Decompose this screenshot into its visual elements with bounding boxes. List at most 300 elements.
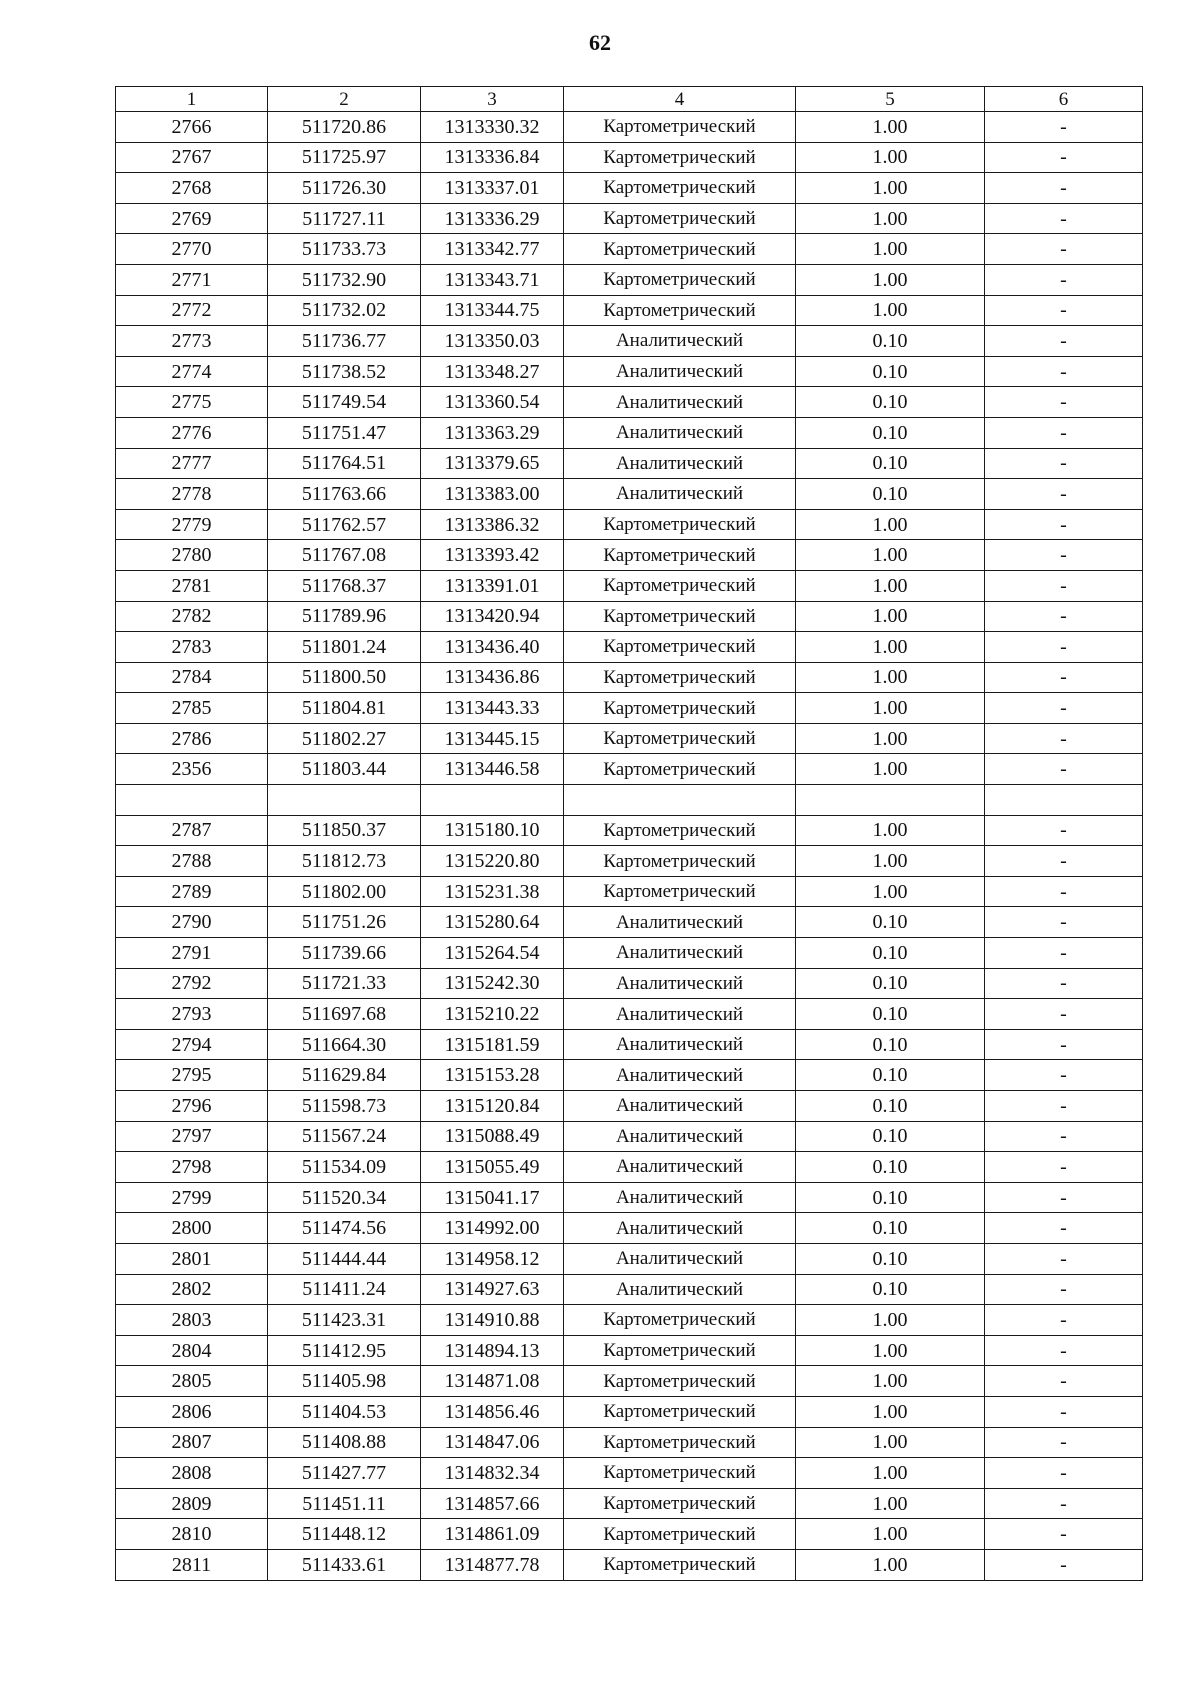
method-cell: Аналитический bbox=[564, 1274, 796, 1305]
accuracy-cell: 1.00 bbox=[796, 632, 985, 663]
accuracy-cell: 0.10 bbox=[796, 387, 985, 418]
table-row bbox=[116, 601, 1143, 632]
method-cell: Аналитический bbox=[564, 479, 796, 510]
accuracy-cell: 1.00 bbox=[796, 540, 985, 571]
table-row bbox=[116, 693, 1143, 724]
x-coordinate-cell: 511474.56 bbox=[268, 1213, 421, 1244]
y-coordinate-cell: 1313336.29 bbox=[421, 203, 564, 234]
x-coordinate-cell: 511408.88 bbox=[268, 1427, 421, 1458]
note-cell: - bbox=[985, 356, 1143, 387]
y-coordinate-cell: 1314894.13 bbox=[421, 1335, 564, 1366]
accuracy-cell: 1.00 bbox=[796, 1427, 985, 1458]
y-coordinate-cell: 1313446.58 bbox=[421, 754, 564, 785]
x-coordinate-cell: 511763.66 bbox=[268, 479, 421, 510]
method-cell: Картометрический bbox=[564, 754, 796, 785]
y-coordinate-cell: 1314861.09 bbox=[421, 1519, 564, 1550]
y-coordinate-cell: 1314910.88 bbox=[421, 1305, 564, 1336]
accuracy-cell: 0.10 bbox=[796, 968, 985, 999]
table-row bbox=[116, 876, 1143, 907]
y-coordinate-cell: 1313330.32 bbox=[421, 112, 564, 143]
method-cell: Картометрический bbox=[564, 601, 796, 632]
accuracy-cell: 0.10 bbox=[796, 356, 985, 387]
note-cell: - bbox=[985, 1396, 1143, 1427]
method-cell: Картометрический bbox=[564, 723, 796, 754]
point-number-cell: 2768 bbox=[116, 173, 268, 204]
table-row bbox=[116, 999, 1143, 1030]
accuracy-cell: 1.00 bbox=[796, 234, 985, 265]
table-row bbox=[116, 1029, 1143, 1060]
x-coordinate-cell: 511768.37 bbox=[268, 570, 421, 601]
y-coordinate-cell: 1314871.08 bbox=[421, 1366, 564, 1397]
table-row bbox=[116, 1305, 1143, 1336]
y-coordinate-cell: 1315153.28 bbox=[421, 1060, 564, 1091]
table-row bbox=[116, 326, 1143, 357]
method-cell: Аналитический bbox=[564, 1182, 796, 1213]
y-coordinate-cell: 1314856.46 bbox=[421, 1396, 564, 1427]
method-cell: Картометрический bbox=[564, 1396, 796, 1427]
point-number-cell: 2779 bbox=[116, 509, 268, 540]
point-number-cell: 2356 bbox=[116, 754, 268, 785]
y-coordinate-cell: 1313360.54 bbox=[421, 387, 564, 418]
method-cell: Картометрический bbox=[564, 142, 796, 173]
point-number-cell: 2795 bbox=[116, 1060, 268, 1091]
accuracy-cell: 1.00 bbox=[796, 1396, 985, 1427]
table-row bbox=[116, 1060, 1143, 1091]
accuracy-cell: 1.00 bbox=[796, 601, 985, 632]
point-number-cell: 2811 bbox=[116, 1549, 268, 1580]
method-cell: Аналитический bbox=[564, 1121, 796, 1152]
point-number-cell: 2786 bbox=[116, 723, 268, 754]
accuracy-cell: 1.00 bbox=[796, 876, 985, 907]
point-number-cell: 2777 bbox=[116, 448, 268, 479]
point-number-cell: 2775 bbox=[116, 387, 268, 418]
method-cell: Картометрический bbox=[564, 1366, 796, 1397]
x-coordinate-cell: 511732.02 bbox=[268, 295, 421, 326]
column-header: 4 bbox=[564, 87, 796, 112]
y-coordinate-cell: 1313420.94 bbox=[421, 601, 564, 632]
note-cell: - bbox=[985, 295, 1143, 326]
method-cell: Аналитический bbox=[564, 1213, 796, 1244]
accuracy-cell: 1.00 bbox=[796, 1549, 985, 1580]
note-cell: - bbox=[985, 999, 1143, 1030]
note-cell: - bbox=[985, 938, 1143, 969]
y-coordinate-cell: 1313344.75 bbox=[421, 295, 564, 326]
accuracy-cell: 1.00 bbox=[796, 1305, 985, 1336]
point-number-cell: 2799 bbox=[116, 1182, 268, 1213]
accuracy-cell: 0.10 bbox=[796, 1091, 985, 1122]
x-coordinate-cell: 511725.97 bbox=[268, 142, 421, 173]
note-cell: - bbox=[985, 264, 1143, 295]
table-row bbox=[116, 1182, 1143, 1213]
note-cell: - bbox=[985, 1274, 1143, 1305]
table-row bbox=[116, 1091, 1143, 1122]
x-coordinate-cell: 511767.08 bbox=[268, 540, 421, 571]
y-coordinate-cell: 1314877.78 bbox=[421, 1549, 564, 1580]
method-cell: Аналитический bbox=[564, 1029, 796, 1060]
note-cell: - bbox=[985, 1060, 1143, 1091]
table-row bbox=[116, 387, 1143, 418]
point-number-cell: 2810 bbox=[116, 1519, 268, 1550]
x-coordinate-cell: 511697.68 bbox=[268, 999, 421, 1030]
table-row bbox=[116, 1274, 1143, 1305]
x-coordinate-cell: 511801.24 bbox=[268, 632, 421, 663]
note-cell: - bbox=[985, 1519, 1143, 1550]
method-cell: Картометрический bbox=[564, 112, 796, 143]
method-cell: Картометрический bbox=[564, 815, 796, 846]
note-cell: - bbox=[985, 417, 1143, 448]
y-coordinate-cell: 1315180.10 bbox=[421, 815, 564, 846]
method-cell: Аналитический bbox=[564, 968, 796, 999]
table-row bbox=[116, 1396, 1143, 1427]
table-row bbox=[116, 173, 1143, 204]
table-row bbox=[116, 1549, 1143, 1580]
point-number-cell: 2791 bbox=[116, 938, 268, 969]
y-coordinate-cell: 1313436.40 bbox=[421, 632, 564, 663]
accuracy-cell: 0.10 bbox=[796, 1274, 985, 1305]
accuracy-cell: 0.10 bbox=[796, 1029, 985, 1060]
note-cell: - bbox=[985, 1549, 1143, 1580]
y-coordinate-cell: 1313348.27 bbox=[421, 356, 564, 387]
method-cell: Аналитический bbox=[564, 999, 796, 1030]
accuracy-cell: 1.00 bbox=[796, 570, 985, 601]
point-number-cell: 2771 bbox=[116, 264, 268, 295]
accuracy-cell: 0.10 bbox=[796, 999, 985, 1030]
point-number-cell: 2772 bbox=[116, 295, 268, 326]
accuracy-cell: 0.10 bbox=[796, 1060, 985, 1091]
x-coordinate-cell: 511444.44 bbox=[268, 1243, 421, 1274]
table-row bbox=[116, 907, 1143, 938]
coordinates-table bbox=[115, 86, 1143, 1581]
accuracy-cell: 1.00 bbox=[796, 723, 985, 754]
y-coordinate-cell: 1313445.15 bbox=[421, 723, 564, 754]
accuracy-cell: 1.00 bbox=[796, 142, 985, 173]
method-cell: Картометрический bbox=[564, 173, 796, 204]
table-row bbox=[116, 938, 1143, 969]
accuracy-cell: 1.00 bbox=[796, 693, 985, 724]
x-coordinate-cell: 511800.50 bbox=[268, 662, 421, 693]
method-cell: Картометрический bbox=[564, 264, 796, 295]
x-coordinate-cell: 511738.52 bbox=[268, 356, 421, 387]
accuracy-cell: 0.10 bbox=[796, 938, 985, 969]
x-coordinate-cell: 511427.77 bbox=[268, 1458, 421, 1489]
accuracy-cell: 0.10 bbox=[796, 1121, 985, 1152]
note-cell: - bbox=[985, 1488, 1143, 1519]
y-coordinate-cell: 1315181.59 bbox=[421, 1029, 564, 1060]
method-cell: Аналитический bbox=[564, 1091, 796, 1122]
x-coordinate-cell: 511733.73 bbox=[268, 234, 421, 265]
method-cell: Картометрический bbox=[564, 876, 796, 907]
note-cell: - bbox=[985, 540, 1143, 571]
y-coordinate-cell: 1315242.30 bbox=[421, 968, 564, 999]
point-number-cell: 2800 bbox=[116, 1213, 268, 1244]
method-cell: Аналитический bbox=[564, 1152, 796, 1183]
method-cell: Картометрический bbox=[564, 509, 796, 540]
x-coordinate-cell: 511720.86 bbox=[268, 112, 421, 143]
y-coordinate-cell: 1315280.64 bbox=[421, 907, 564, 938]
method-cell: Картометрический bbox=[564, 693, 796, 724]
note-cell: - bbox=[985, 754, 1143, 785]
method-cell: Аналитический bbox=[564, 356, 796, 387]
accuracy-cell: 1.00 bbox=[796, 112, 985, 143]
y-coordinate-cell: 1314857.66 bbox=[421, 1488, 564, 1519]
accuracy-cell: 1.00 bbox=[796, 846, 985, 877]
y-coordinate-cell: 1313383.00 bbox=[421, 479, 564, 510]
x-coordinate-cell: 511804.81 bbox=[268, 693, 421, 724]
note-cell bbox=[985, 785, 1143, 816]
point-number-cell bbox=[116, 785, 268, 816]
point-number-cell: 2780 bbox=[116, 540, 268, 571]
note-cell: - bbox=[985, 326, 1143, 357]
table-row bbox=[116, 142, 1143, 173]
column-header: 5 bbox=[796, 87, 985, 112]
note-cell: - bbox=[985, 907, 1143, 938]
point-number-cell: 2789 bbox=[116, 876, 268, 907]
y-coordinate-cell: 1314958.12 bbox=[421, 1243, 564, 1274]
accuracy-cell: 1.00 bbox=[796, 1519, 985, 1550]
accuracy-cell: 1.00 bbox=[796, 203, 985, 234]
note-cell: - bbox=[985, 693, 1143, 724]
table-row bbox=[116, 1488, 1143, 1519]
table-body bbox=[116, 112, 1143, 1581]
point-number-cell: 2808 bbox=[116, 1458, 268, 1489]
x-coordinate-cell: 511721.33 bbox=[268, 968, 421, 999]
note-cell: - bbox=[985, 570, 1143, 601]
accuracy-cell: 1.00 bbox=[796, 754, 985, 785]
x-coordinate-cell: 511433.61 bbox=[268, 1549, 421, 1580]
point-number-cell: 2787 bbox=[116, 815, 268, 846]
note-cell: - bbox=[985, 1152, 1143, 1183]
note-cell: - bbox=[985, 1091, 1143, 1122]
point-number-cell: 2797 bbox=[116, 1121, 268, 1152]
accuracy-cell: 1.00 bbox=[796, 1488, 985, 1519]
point-number-cell: 2783 bbox=[116, 632, 268, 663]
method-cell: Картометрический bbox=[564, 1427, 796, 1458]
y-coordinate-cell: 1313342.77 bbox=[421, 234, 564, 265]
note-cell: - bbox=[985, 1458, 1143, 1489]
table-row bbox=[116, 570, 1143, 601]
point-number-cell: 2803 bbox=[116, 1305, 268, 1336]
x-coordinate-cell: 511423.31 bbox=[268, 1305, 421, 1336]
point-number-cell: 2793 bbox=[116, 999, 268, 1030]
accuracy-cell: 1.00 bbox=[796, 662, 985, 693]
accuracy-cell bbox=[796, 785, 985, 816]
point-number-cell: 2794 bbox=[116, 1029, 268, 1060]
x-coordinate-cell: 511749.54 bbox=[268, 387, 421, 418]
y-coordinate-cell bbox=[421, 785, 564, 816]
point-number-cell: 2773 bbox=[116, 326, 268, 357]
table-header-row bbox=[116, 87, 1143, 112]
point-number-cell: 2806 bbox=[116, 1396, 268, 1427]
y-coordinate-cell: 1313391.01 bbox=[421, 570, 564, 601]
accuracy-cell: 1.00 bbox=[796, 1366, 985, 1397]
table-row bbox=[116, 785, 1143, 816]
table-row bbox=[116, 632, 1143, 663]
accuracy-cell: 0.10 bbox=[796, 326, 985, 357]
point-number-cell: 2782 bbox=[116, 601, 268, 632]
table-row bbox=[116, 112, 1143, 143]
table-row bbox=[116, 295, 1143, 326]
x-coordinate-cell: 511736.77 bbox=[268, 326, 421, 357]
x-coordinate-cell: 511520.34 bbox=[268, 1182, 421, 1213]
x-coordinate-cell: 511404.53 bbox=[268, 1396, 421, 1427]
note-cell: - bbox=[985, 1427, 1143, 1458]
x-coordinate-cell: 511726.30 bbox=[268, 173, 421, 204]
table-row bbox=[116, 1335, 1143, 1366]
note-cell: - bbox=[985, 448, 1143, 479]
y-coordinate-cell: 1313436.86 bbox=[421, 662, 564, 693]
y-coordinate-cell: 1313350.03 bbox=[421, 326, 564, 357]
method-cell: Аналитический bbox=[564, 1060, 796, 1091]
table-row bbox=[116, 723, 1143, 754]
table-row bbox=[116, 1121, 1143, 1152]
table-row bbox=[116, 1213, 1143, 1244]
method-cell: Аналитический bbox=[564, 326, 796, 357]
x-coordinate-cell: 511764.51 bbox=[268, 448, 421, 479]
table-row bbox=[116, 1519, 1143, 1550]
x-coordinate-cell: 511448.12 bbox=[268, 1519, 421, 1550]
accuracy-cell: 1.00 bbox=[796, 509, 985, 540]
method-cell: Картометрический bbox=[564, 540, 796, 571]
point-number-cell: 2792 bbox=[116, 968, 268, 999]
point-number-cell: 2776 bbox=[116, 417, 268, 448]
method-cell: Картометрический bbox=[564, 203, 796, 234]
accuracy-cell: 0.10 bbox=[796, 417, 985, 448]
x-coordinate-cell: 511802.27 bbox=[268, 723, 421, 754]
method-cell: Картометрический bbox=[564, 846, 796, 877]
x-coordinate-cell: 511629.84 bbox=[268, 1060, 421, 1091]
table-row bbox=[116, 356, 1143, 387]
point-number-cell: 2784 bbox=[116, 662, 268, 693]
table-row bbox=[116, 203, 1143, 234]
method-cell: Картометрический bbox=[564, 570, 796, 601]
point-number-cell: 2805 bbox=[116, 1366, 268, 1397]
x-coordinate-cell: 511850.37 bbox=[268, 815, 421, 846]
accuracy-cell: 1.00 bbox=[796, 1335, 985, 1366]
note-cell: - bbox=[985, 1182, 1143, 1213]
y-coordinate-cell: 1314847.06 bbox=[421, 1427, 564, 1458]
y-coordinate-cell: 1315041.17 bbox=[421, 1182, 564, 1213]
x-coordinate-cell: 511534.09 bbox=[268, 1152, 421, 1183]
point-number-cell: 2790 bbox=[116, 907, 268, 938]
note-cell: - bbox=[985, 723, 1143, 754]
table-row bbox=[116, 662, 1143, 693]
point-number-cell: 2807 bbox=[116, 1427, 268, 1458]
accuracy-cell: 1.00 bbox=[796, 295, 985, 326]
x-coordinate-cell: 511789.96 bbox=[268, 601, 421, 632]
table-row bbox=[116, 417, 1143, 448]
accuracy-cell: 0.10 bbox=[796, 1182, 985, 1213]
column-header: 2 bbox=[268, 87, 421, 112]
x-coordinate-cell: 511751.47 bbox=[268, 417, 421, 448]
note-cell: - bbox=[985, 479, 1143, 510]
y-coordinate-cell: 1313343.71 bbox=[421, 264, 564, 295]
method-cell bbox=[564, 785, 796, 816]
method-cell: Аналитический bbox=[564, 387, 796, 418]
table-row bbox=[116, 1427, 1143, 1458]
y-coordinate-cell: 1313363.29 bbox=[421, 417, 564, 448]
note-cell: - bbox=[985, 142, 1143, 173]
method-cell: Картометрический bbox=[564, 632, 796, 663]
x-coordinate-cell: 511567.24 bbox=[268, 1121, 421, 1152]
x-coordinate-cell: 511762.57 bbox=[268, 509, 421, 540]
x-coordinate-cell: 511803.44 bbox=[268, 754, 421, 785]
note-cell: - bbox=[985, 1335, 1143, 1366]
table-row bbox=[116, 1152, 1143, 1183]
y-coordinate-cell: 1315120.84 bbox=[421, 1091, 564, 1122]
note-cell: - bbox=[985, 846, 1143, 877]
accuracy-cell: 0.10 bbox=[796, 1243, 985, 1274]
note-cell: - bbox=[985, 234, 1143, 265]
point-number-cell: 2802 bbox=[116, 1274, 268, 1305]
point-number-cell: 2798 bbox=[116, 1152, 268, 1183]
x-coordinate-cell: 511812.73 bbox=[268, 846, 421, 877]
point-number-cell: 2770 bbox=[116, 234, 268, 265]
table-row bbox=[116, 815, 1143, 846]
note-cell: - bbox=[985, 601, 1143, 632]
y-coordinate-cell: 1314992.00 bbox=[421, 1213, 564, 1244]
table-row bbox=[116, 754, 1143, 785]
point-number-cell: 2801 bbox=[116, 1243, 268, 1274]
method-cell: Аналитический bbox=[564, 938, 796, 969]
note-cell: - bbox=[985, 1366, 1143, 1397]
x-coordinate-cell: 511405.98 bbox=[268, 1366, 421, 1397]
method-cell: Картометрический bbox=[564, 1488, 796, 1519]
table-row bbox=[116, 846, 1143, 877]
note-cell: - bbox=[985, 1121, 1143, 1152]
note-cell: - bbox=[985, 1213, 1143, 1244]
column-header: 1 bbox=[116, 87, 268, 112]
note-cell: - bbox=[985, 815, 1143, 846]
x-coordinate-cell: 511732.90 bbox=[268, 264, 421, 295]
table-row bbox=[116, 448, 1143, 479]
x-coordinate-cell: 511451.11 bbox=[268, 1488, 421, 1519]
x-coordinate-cell: 511739.66 bbox=[268, 938, 421, 969]
y-coordinate-cell: 1314832.34 bbox=[421, 1458, 564, 1489]
table-row bbox=[116, 1458, 1143, 1489]
point-number-cell: 2809 bbox=[116, 1488, 268, 1519]
table-row bbox=[116, 479, 1143, 510]
table-row bbox=[116, 234, 1143, 265]
y-coordinate-cell: 1313379.65 bbox=[421, 448, 564, 479]
note-cell: - bbox=[985, 203, 1143, 234]
point-number-cell: 2781 bbox=[116, 570, 268, 601]
accuracy-cell: 0.10 bbox=[796, 1213, 985, 1244]
note-cell: - bbox=[985, 876, 1143, 907]
x-coordinate-cell: 511664.30 bbox=[268, 1029, 421, 1060]
point-number-cell: 2774 bbox=[116, 356, 268, 387]
note-cell: - bbox=[985, 968, 1143, 999]
table-row bbox=[116, 1366, 1143, 1397]
x-coordinate-cell: 511598.73 bbox=[268, 1091, 421, 1122]
note-cell: - bbox=[985, 662, 1143, 693]
y-coordinate-cell: 1313443.33 bbox=[421, 693, 564, 724]
table-row bbox=[116, 264, 1143, 295]
y-coordinate-cell: 1315055.49 bbox=[421, 1152, 564, 1183]
y-coordinate-cell: 1315264.54 bbox=[421, 938, 564, 969]
x-coordinate-cell: 511412.95 bbox=[268, 1335, 421, 1366]
accuracy-cell: 0.10 bbox=[796, 1152, 985, 1183]
table-row bbox=[116, 968, 1143, 999]
x-coordinate-cell: 511727.11 bbox=[268, 203, 421, 234]
y-coordinate-cell: 1314927.63 bbox=[421, 1274, 564, 1305]
table-row bbox=[116, 509, 1143, 540]
table-row bbox=[116, 540, 1143, 571]
method-cell: Картометрический bbox=[564, 1305, 796, 1336]
x-coordinate-cell: 511411.24 bbox=[268, 1274, 421, 1305]
method-cell: Аналитический bbox=[564, 907, 796, 938]
method-cell: Картометрический bbox=[564, 662, 796, 693]
point-number-cell: 2785 bbox=[116, 693, 268, 724]
